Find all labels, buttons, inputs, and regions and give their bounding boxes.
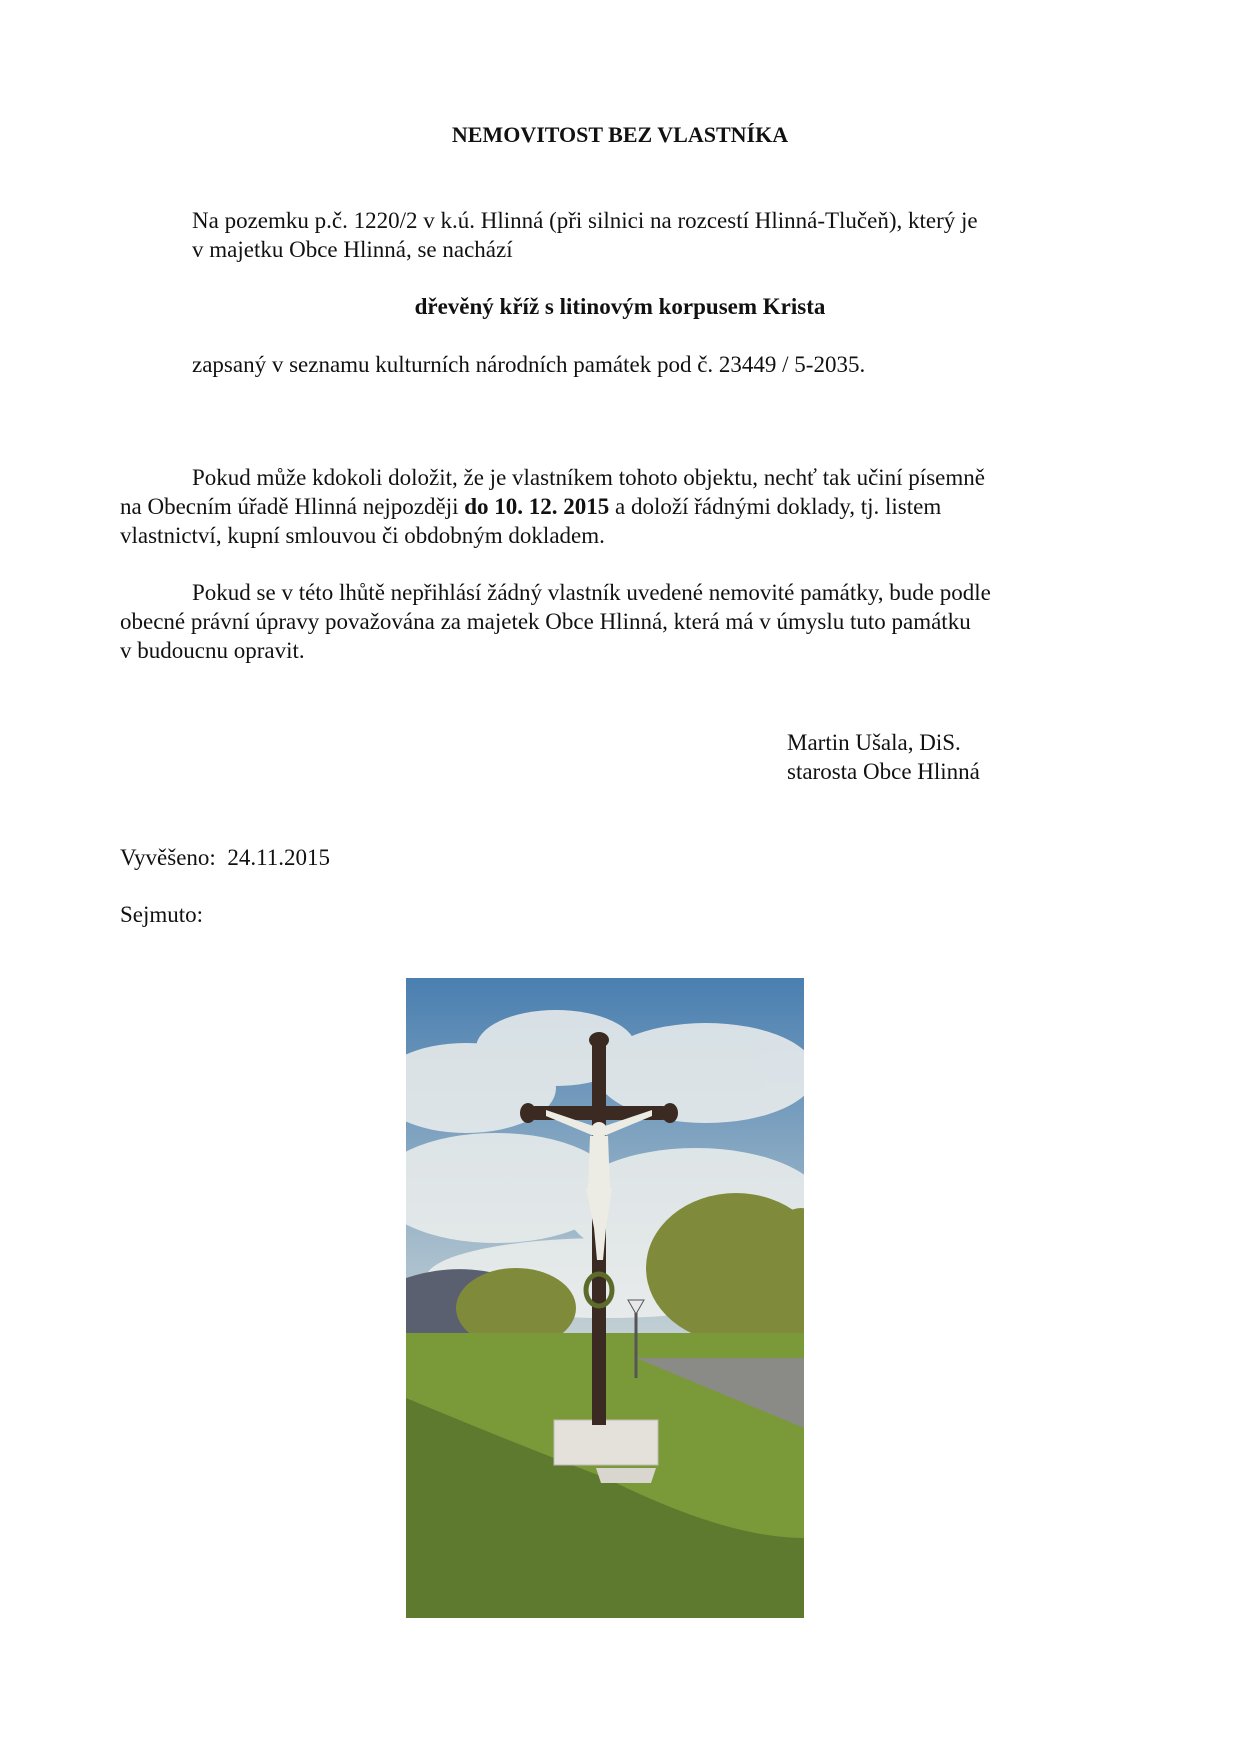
paragraph-transfer [120,578,1070,665]
paragraph1-line-2 [120,492,1070,521]
object-name: dřevěný kříž s litinovým korpusem Krista [414,294,826,319]
pedestal-base [596,1468,656,1483]
paragraph1-line-1: Pokud může kdokoli doložit, že je vlastníkem tohoto objektu, nechť tak učiní písemně [192,465,985,490]
paragraph2-line-3: v budoucnu opravit. [120,638,305,663]
wayside-cross-photo [406,978,804,1618]
cross-pedestal [554,1420,658,1465]
document-title: NEMOVITOST BEZ VLASTNÍKA [451,122,789,147]
removed-label: Sejmuto: [120,902,204,927]
signature-name: Martin Ušala, DiS. [787,730,961,755]
posted-date: 24.11.2015 [227,845,330,870]
paragraph1-line-3: vlastnictví, kupní smlouvou či obdobným dokladem. [120,523,605,548]
paragraph-ownership-claim [120,463,1070,550]
paragraph1-line-2-end: a doloží řádnými doklady, tj. listem [609,494,942,519]
paragraph2-line-1: Pokud se v této lhůtě nepřihlásí žádný vlastník uvedené nemovité památky, bude podle [192,580,991,605]
deadline-date: do 10. 12. 2015 [464,494,610,519]
registry-line: zapsaný v seznamu kulturních národních památek pod č. 23449 / 5-2035. [192,352,866,377]
removed-row [120,900,215,929]
posted-label: Vyvěšeno: [120,845,216,870]
posted-row [120,843,330,872]
paragraph1-line-2-start: na Obecním úřadě Hlinná nejpozději [120,494,465,519]
paragraph2-line-2: obecné právní úpravy považována za majetek Obce Hlinná, která má v úmyslu tuto památku [120,609,971,634]
intro-line-2: v majetku Obce Hlinná, se nachází [192,237,513,262]
signature-role: starosta Obce Hlinná [787,759,980,784]
intro-line-1: Na pozemku p.č. 1220/2 v k.ú. Hlinná (při silnici na rozcestí Hlinná-Tlučeň), který je [192,208,978,233]
